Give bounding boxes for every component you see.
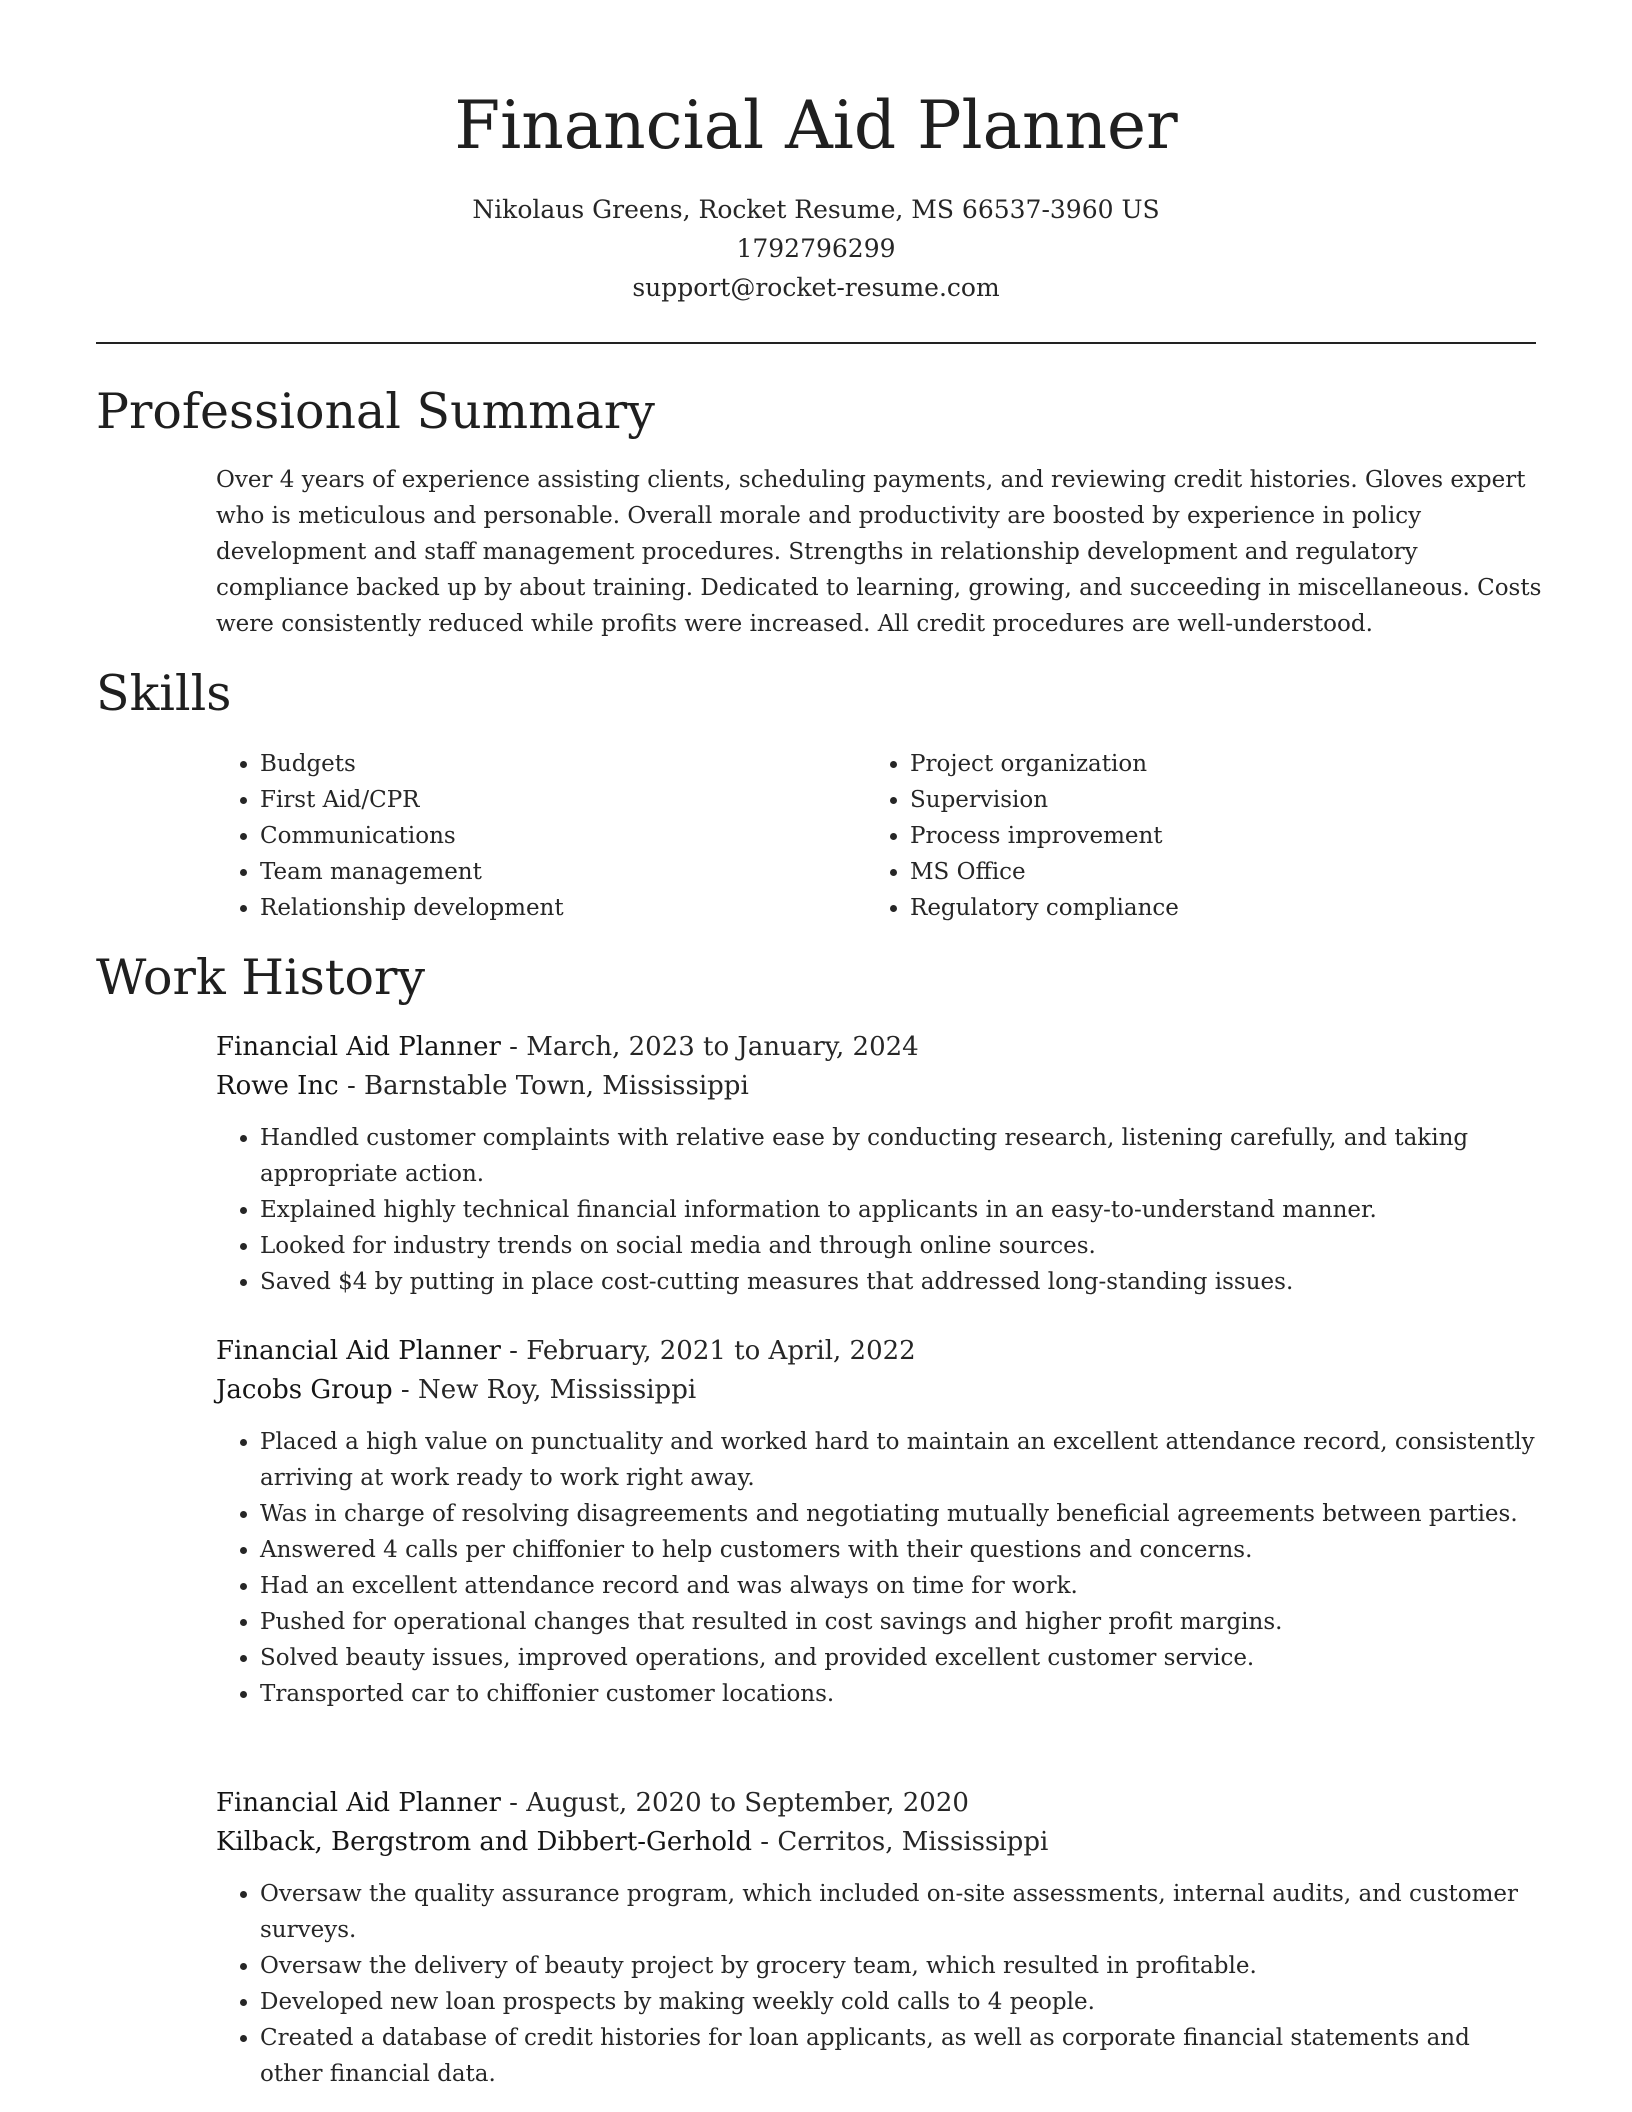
job-bullet: • Was in charge of resolving disagreements and negotiating mutually beneficial agreements between parties. (260, 1496, 1536, 1532)
contact-phone: 1792796299 (736, 234, 896, 263)
job-company: Kilback, Bergstrom and Dibbert-Gerhold (216, 1827, 752, 1857)
contact-email: support@rocket-resume.com (632, 273, 1000, 302)
job-company: Jacobs Group (216, 1375, 393, 1405)
job-dates: - February, 2021 to April, 2022 (500, 1336, 916, 1366)
job-company-line (216, 1371, 1536, 1410)
job-location: - New Roy, Mississippi (392, 1375, 697, 1405)
skill-item: • Budgets (260, 746, 866, 782)
skill-item: • Relationship development (260, 890, 866, 926)
contact-address: Nikolaus Greens, Rocket Resume, MS 66537-3960 US (472, 195, 1160, 224)
skill-item: • Team management (260, 854, 866, 890)
skills-heading: Skills (96, 665, 232, 722)
job-location: - Barnstable Town, Mississippi (338, 1071, 749, 1101)
job-dates: - August, 2020 to September, 2020 (500, 1788, 969, 1818)
job-bullet: • Explained highly technical financial information to applicants in an easy-to-understand manner. (260, 1192, 1536, 1228)
job-bullet: • Saved $4 by putting in place cost-cutting measures that addressed long-standing issues. (260, 1264, 1536, 1300)
job-bullets (216, 1424, 1536, 1712)
contact-block (96, 190, 1536, 307)
job-entry (216, 1784, 1536, 2092)
job-title-line (216, 1028, 1536, 1067)
job-company-line (216, 1823, 1536, 1862)
summary-text: Over 4 years of experience assisting clients, scheduling payments, and reviewing credit histories. Gloves expert who is meticulous and personable. Overall morale and productivity are boosted by experience in policy development and staff management procedures. Strengths in relationship development and regulatory compliance backed up by about training. Dedicated to learning, growing, and succeeding in miscellaneous. Costs were consistently reduced while profits were increased. All credit procedures are well-understood. (216, 467, 1542, 637)
job-bullet: • Had an excellent attendance record and was always on time for work. (260, 1568, 1536, 1604)
skill-item: • Process improvement (910, 818, 1516, 854)
job-title: Financial Aid Planner (216, 1336, 501, 1366)
job-bullet: • Created a database of credit histories for loan applicants, as well as corporate financial statements and other financial data. (260, 2020, 1536, 2092)
summary-heading: Professional Summary (96, 383, 655, 440)
job-title-line (216, 1332, 1536, 1371)
job-bullet: • Transported car to chiffonier customer locations. (260, 1676, 1536, 1712)
skill-item: • MS Office (910, 854, 1516, 890)
skill-item: • Supervision (910, 782, 1516, 818)
job-bullet: • Placed a high value on punctuality and worked hard to maintain an excellent attendance record, consistently arriving at work ready to work right away. (260, 1424, 1536, 1496)
job-dates: - March, 2023 to January, 2024 (500, 1032, 919, 1062)
job-bullet: • Oversaw the quality assurance program, which included on-site assessments, internal audits, and customer surveys. (260, 1876, 1536, 1948)
job-location: - Cerritos, Mississippi (752, 1827, 1049, 1857)
job-bullet: • Answered 4 calls per chiffonier to help customers with their questions and concerns. (260, 1532, 1536, 1568)
job-company-line (216, 1067, 1536, 1106)
skills-column-right (866, 746, 1516, 926)
job-bullet: • Handled customer complaints with relative ease by conducting research, listening carefully, and taking appropriate action. (260, 1120, 1536, 1192)
job-entry (216, 1028, 1536, 1300)
skills-list (216, 746, 1536, 926)
job-bullets (216, 1876, 1536, 2092)
work-history-heading: Work History (96, 949, 426, 1006)
skill-item: • Communications (260, 818, 866, 854)
job-bullets (216, 1120, 1536, 1300)
skills-column-left (216, 746, 866, 926)
job-title: Financial Aid Planner (216, 1788, 501, 1818)
header-divider (96, 342, 1536, 344)
skill-item: • Project organization (910, 746, 1516, 782)
job-bullet: • Looked for industry trends on social media and through online sources. (260, 1228, 1536, 1264)
skill-item: • First Aid/CPR (260, 782, 866, 818)
job-company: Rowe Inc (216, 1071, 339, 1101)
job-entry (216, 1332, 1536, 1712)
job-bullet: • Pushed for operational changes that resulted in cost savings and higher profit margins. (260, 1604, 1536, 1640)
job-title-line (216, 1784, 1536, 1823)
job-bullet: • Developed new loan prospects by making weekly cold calls to 4 people. (260, 1984, 1536, 2020)
job-title: Financial Aid Planner (216, 1032, 501, 1062)
job-bullet: • Oversaw the delivery of beauty project by grocery team, which resulted in profitable. (260, 1948, 1536, 1984)
job-bullet: • Solved beauty issues, improved operations, and provided excellent customer service. (260, 1640, 1536, 1676)
skill-item: • Regulatory compliance (910, 890, 1516, 926)
resume-title: Financial Aid Planner (454, 87, 1178, 164)
